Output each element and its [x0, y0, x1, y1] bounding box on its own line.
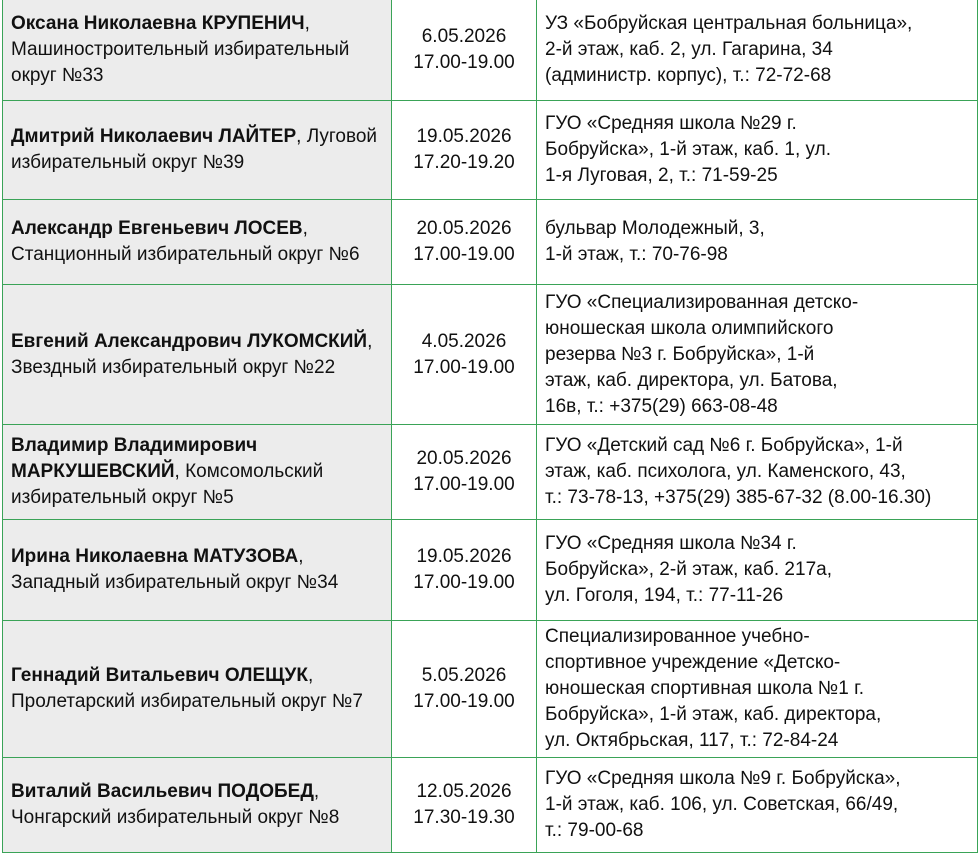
date-time: 5.05.2026 17.00-19.00 [392, 621, 537, 758]
address: ГУО «Средняя школа №29 г. Бобруйска», 1-й этаж, каб. 1, ул. 1-я Луговая, 2, т.: 71-59-25 [537, 101, 978, 200]
deputy-name: Александр Евгеньевич ЛОСЕВ [11, 218, 303, 239]
address: бульвар Молодежный, 3, 1-й этаж, т.: 70-76-98 [537, 200, 978, 285]
address: Специализированное учебно- спортивное учреждение «Детско- юношеская спортивная школа №1 г. Бобруйска», 1-й этаж, каб. директора, ул. Октябрьская, 117, т.: 72-84-24 [537, 621, 978, 758]
deputy-name: Виталий Васильевич ПОДОБЕД [11, 781, 314, 802]
deputy-name: Геннадий Витальевич ОЛЕЩУК [11, 665, 308, 686]
table-row [3, 621, 978, 758]
deputy-name: Евгений Александрович ЛУКОМСКИЙ [11, 330, 368, 352]
date-time: 19.05.2026 17.20-19.20 [392, 101, 537, 200]
district: , Станционный избирательный округ №6 [11, 218, 360, 265]
deputy-cell [3, 425, 392, 520]
date-time: 4.05.2026 17.00-19.00 [392, 285, 537, 425]
deputy-name: Оксана Николаевна КРУПЕНИЧ [11, 12, 305, 34]
table-row [3, 0, 978, 101]
deputy-name: Ирина Николаевна МАТУЗОВА [11, 546, 299, 567]
address: ГУО «Специализированная детско- юношеская школа олимпийского резерва №3 г. Бобруйска», 1-й этаж, каб. директора, ул. Батова, 16в, т.: +375(29) 663-08-48 [537, 285, 978, 425]
table-row [3, 101, 978, 200]
table-row [3, 520, 978, 621]
date-time: 20.05.2026 17.00-19.00 [392, 200, 537, 285]
date-time: 12.05.2026 17.30-19.30 [392, 758, 537, 853]
deputy-cell [3, 101, 392, 200]
deputy-name: Дмитрий Николаевич ЛАЙТЕР [11, 126, 297, 147]
address: ГУО «Детский сад №6 г. Бобруйска», 1-й этаж, каб. психолога, ул. Каменского, 43, т.: 73-78-13, +375(29) 385-67-32 (8.00-16.30) [537, 425, 978, 520]
district: , Звездный избирательный округ №22 [11, 330, 373, 378]
district: , Чонгарский избирательный округ №8 [11, 781, 340, 828]
address: ГУО «Средняя школа №34 г. Бобруйска», 2-й этаж, каб. 217а, ул. Гоголя, 194, т.: 77-11-26 [537, 520, 978, 621]
date-time: 20.05.2026 17.00-19.00 [392, 425, 537, 520]
deputy-cell [3, 758, 392, 853]
date-time: 6.05.2026 17.00-19.00 [392, 0, 537, 101]
district: , Луговой избирательный округ №39 [11, 126, 378, 173]
deputy-cell [3, 0, 392, 101]
district: , Комсомольский избирательный округ №5 [11, 461, 324, 508]
district: , Пролетарский избирательный округ №7 [11, 665, 364, 712]
reception-schedule-table [2, 0, 978, 853]
district: , Машиностроительный избирательный округ №33 [11, 12, 350, 86]
district: , Западный избирательный округ №34 [11, 546, 339, 593]
table-row [3, 425, 978, 520]
address: ГУО «Средняя школа №9 г. Бобруйска», 1-й этаж, каб. 106, ул. Советская, 66/49, т.: 79-00-68 [537, 758, 978, 853]
table-row [3, 200, 978, 285]
deputy-cell [3, 520, 392, 621]
table-row [3, 758, 978, 853]
date-time: 19.05.2026 17.00-19.00 [392, 520, 537, 621]
deputy-cell [3, 285, 392, 425]
deputy-name: Владимир Владимирович МАРКУШЕВСКИЙ [11, 435, 258, 482]
deputy-cell [3, 200, 392, 285]
table-row [3, 285, 978, 425]
deputy-cell [3, 621, 392, 758]
address: УЗ «Бобруйская центральная больница», 2-й этаж, каб. 2, ул. Гагарина, 34 (администр. корпус), т.: 72-72-68 [537, 0, 978, 101]
